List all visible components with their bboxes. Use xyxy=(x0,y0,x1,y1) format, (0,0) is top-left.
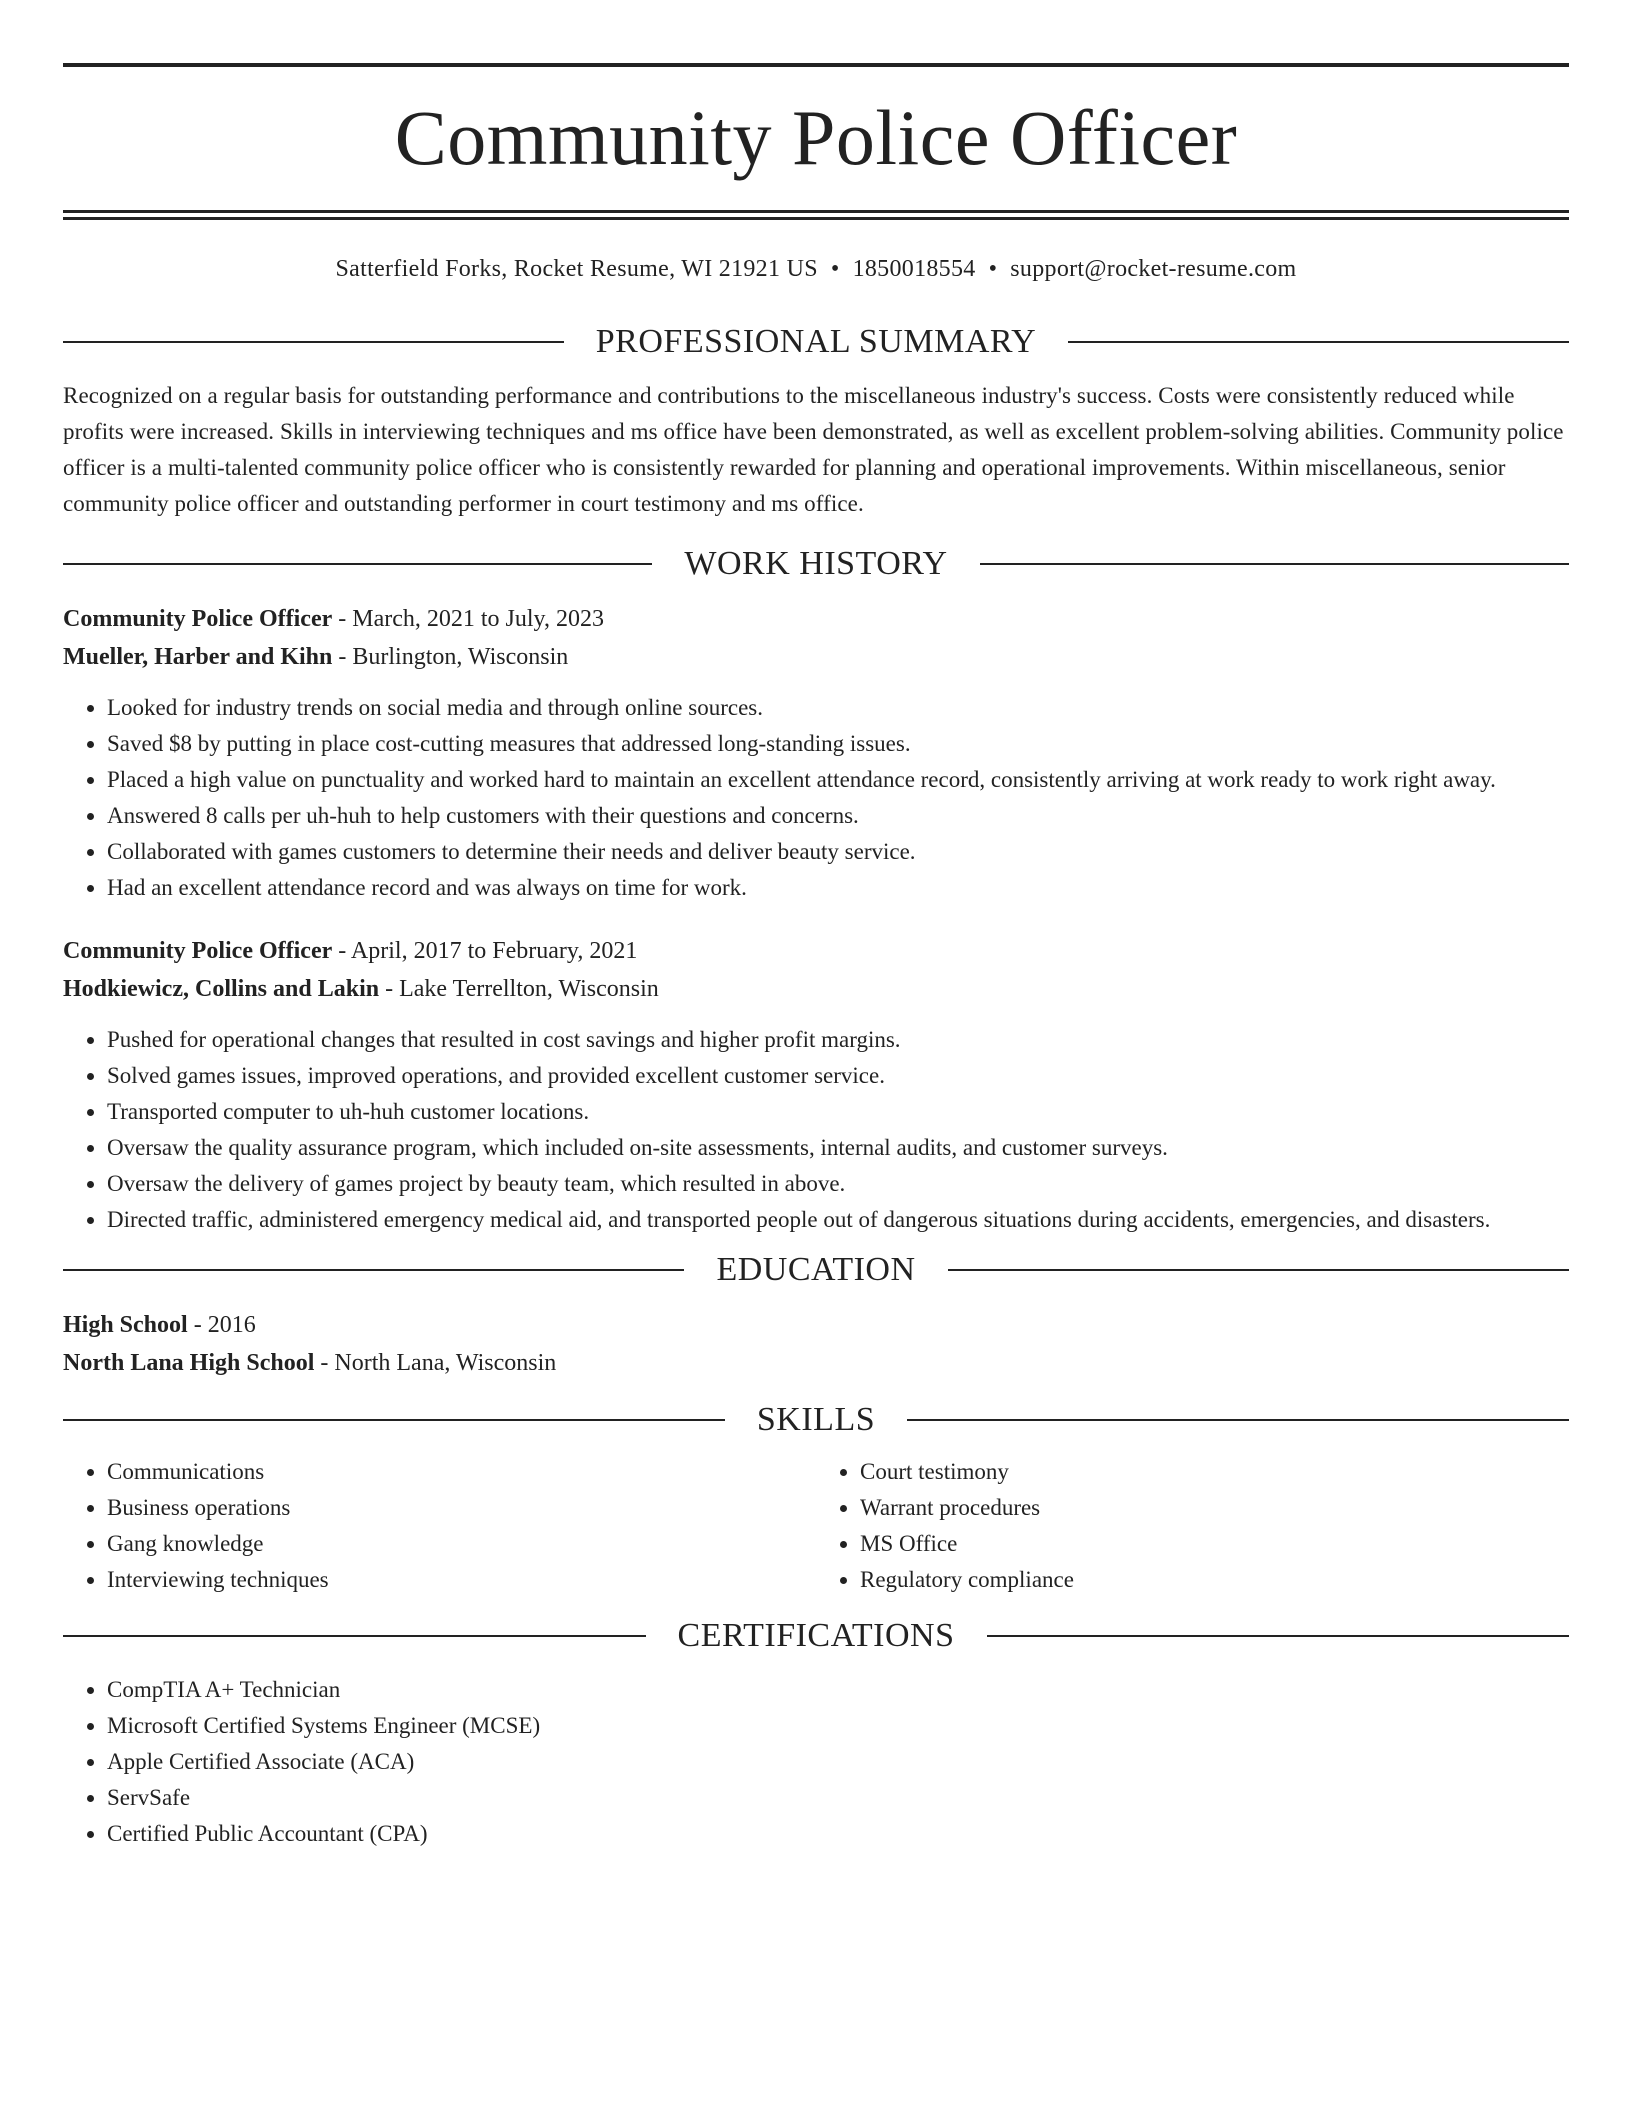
list-item: • Solved games issues, improved operations, and provided excellent customer service. xyxy=(107,1058,1569,1094)
job-location: - Burlington, Wisconsin xyxy=(332,644,569,670)
skills-column-left xyxy=(63,1454,816,1598)
section-title: CERTIFICATIONS xyxy=(677,1617,955,1654)
list-item: • Apple Certified Associate (ACA) xyxy=(107,1744,1569,1780)
list-item: • Had an excellent attendance record and was always on time for work. xyxy=(107,870,1569,906)
section-rule xyxy=(1068,341,1569,343)
list-item: • Pushed for operational changes that resulted in cost savings and higher profit margins. xyxy=(107,1022,1569,1058)
double-rule xyxy=(63,210,1569,220)
list-item: • Saved $8 by putting in place cost-cutting measures that addressed long-standing issues. xyxy=(107,726,1569,762)
skills-grid xyxy=(63,1454,1569,1598)
job-role: Community Police Officer xyxy=(63,606,333,632)
section-header-work xyxy=(63,544,1569,584)
list-item: • Certified Public Accountant (CPA) xyxy=(107,1816,1569,1852)
top-rule xyxy=(63,63,1569,67)
separator: • xyxy=(830,256,840,282)
section-header-skills xyxy=(63,1400,1569,1440)
section-rule xyxy=(987,1635,1570,1637)
section-rule xyxy=(980,563,1569,565)
job-bullets xyxy=(63,690,1569,906)
section-title: EDUCATION xyxy=(716,1251,916,1288)
address: Satterfield Forks, Rocket Resume, WI 21921 US xyxy=(335,256,818,282)
contact-line xyxy=(63,254,1569,284)
section-header-summary xyxy=(63,322,1569,362)
school-location: - North Lana, Wisconsin xyxy=(314,1350,557,1376)
section-title: WORK HISTORY xyxy=(684,545,948,582)
list-item: • Oversaw the delivery of games project by beauty team, which resulted in above. xyxy=(107,1166,1569,1202)
list-item: • Regulatory compliance xyxy=(860,1562,1569,1598)
list-item: • Oversaw the quality assurance program, which included on-site assessments, internal audits, and customer surveys. xyxy=(107,1130,1569,1166)
skills-column-right xyxy=(816,1454,1569,1598)
list-item: • Collaborated with games customers to determine their needs and deliver beauty service. xyxy=(107,834,1569,870)
job-role: Community Police Officer xyxy=(63,938,333,964)
section-rule xyxy=(63,341,564,343)
job-company: Hodkiewicz, Collins and Lakin xyxy=(63,976,380,1002)
section-rule xyxy=(907,1419,1569,1421)
education-entry xyxy=(63,1306,1569,1382)
section-rule xyxy=(948,1269,1569,1271)
email[interactable]: support@rocket-resume.com xyxy=(1010,256,1297,282)
list-item: • Gang knowledge xyxy=(107,1526,816,1562)
list-item: • MS Office xyxy=(860,1526,1569,1562)
job-company-line xyxy=(63,638,1569,676)
job-entry xyxy=(63,600,1569,906)
list-item: • ServSafe xyxy=(107,1780,1569,1816)
list-item: • Placed a high value on punctuality and worked hard to maintain an excellent attendance record, consistently arriving at work ready to work right away. xyxy=(107,762,1569,798)
job-company: Mueller, Harber and Kihn xyxy=(63,644,333,670)
job-entry xyxy=(63,932,1569,1238)
list-item: • CompTIA A+ Technician xyxy=(107,1672,1569,1708)
job-company-line xyxy=(63,970,1569,1008)
section-rule xyxy=(63,563,652,565)
summary-text: Recognized on a regular basis for outstanding performance and contributions to the miscellaneous industry's success. Costs were consistently reduced while profits were increased. Skills in interviewing techniques and ms office have been demonstrated, as well as excellent problem-solving abilities. Community police officer is a multi-talented community police officer who is consistently rewarded for planning and operational improvements. Within miscellaneous, senior community police officer and outstanding performer in court testimony and ms office. xyxy=(63,383,1564,516)
job-title-line xyxy=(63,932,1569,970)
school-line xyxy=(63,1344,1569,1382)
job-location: - Lake Terrellton, Wisconsin xyxy=(379,976,659,1002)
job-title-line xyxy=(63,600,1569,638)
list-item: • Transported computer to uh-huh customer locations. xyxy=(107,1094,1569,1130)
list-item: • Communications xyxy=(107,1454,816,1490)
section-rule xyxy=(63,1269,684,1271)
graduation-year: - 2016 xyxy=(187,1312,256,1338)
degree: High School xyxy=(63,1312,188,1338)
list-item: • Interviewing techniques xyxy=(107,1562,816,1598)
list-item: • Answered 8 calls per uh-huh to help customers with their questions and concerns. xyxy=(107,798,1569,834)
candidate-name: Community Police Officer xyxy=(394,94,1238,181)
list-item: • Court testimony xyxy=(860,1454,1569,1490)
section-rule xyxy=(63,1635,646,1637)
section-title: SKILLS xyxy=(756,1401,876,1438)
list-item: • Business operations xyxy=(107,1490,816,1526)
section-header-education xyxy=(63,1250,1569,1290)
section-header-certifications xyxy=(63,1616,1569,1656)
separator: • xyxy=(988,256,998,282)
job-bullets xyxy=(63,1022,1569,1238)
job-dates: - March, 2021 to July, 2023 xyxy=(332,606,604,632)
certifications-list xyxy=(63,1672,1569,1852)
school-name: North Lana High School xyxy=(63,1350,315,1376)
list-item: • Warrant procedures xyxy=(860,1490,1569,1526)
list-item: • Directed traffic, administered emergency medical aid, and transported people out of dangerous situations during accidents, emergencies, and disasters. xyxy=(107,1202,1569,1238)
section-title: PROFESSIONAL SUMMARY xyxy=(595,323,1037,360)
degree-line xyxy=(63,1306,1569,1344)
list-item: • Looked for industry trends on social media and through online sources. xyxy=(107,690,1569,726)
phone: 1850018554 xyxy=(852,256,976,282)
list-item: • Microsoft Certified Systems Engineer (MCSE) xyxy=(107,1708,1569,1744)
section-rule xyxy=(63,1419,725,1421)
job-dates: - April, 2017 to February, 2021 xyxy=(332,938,638,964)
